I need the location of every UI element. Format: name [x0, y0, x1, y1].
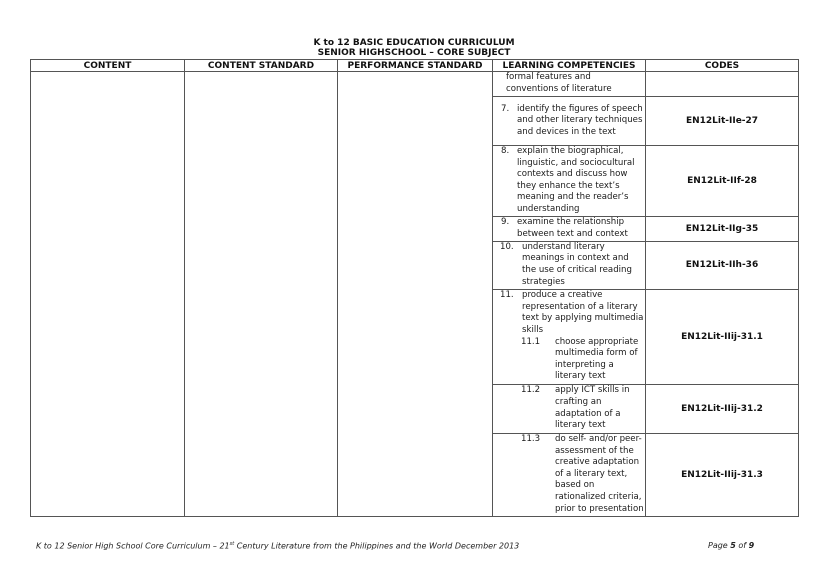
footer-text: Century Literature from the Philippines and the World December 2013: [234, 541, 520, 551]
competency-text: identify the figures of speech and other literary techniques and devices in the text: [517, 103, 643, 137]
competency-number: 8.: [501, 146, 510, 156]
column-header-content-standard: CONTENT STANDARD: [185, 60, 338, 72]
column-header-codes: CODES: [646, 60, 799, 72]
competency-number: 10.: [500, 241, 514, 252]
column-header-learning-competencies: LEARNING COMPETENCIES: [493, 60, 646, 72]
competency-text: formal features and conventions of literature: [506, 72, 612, 94]
competency-text: explain the biographical, linguistic, and sociocultural contexts and discuss how they enhance the text’s meaning and the reader’s understanding: [517, 146, 635, 214]
document-subtitle: SENIOR HIGHSCHOOL – CORE SUBJECT: [317, 48, 511, 58]
code-cell: EN12Lit-IIe-27: [646, 97, 799, 146]
curriculum-table: [30, 59, 799, 517]
column-header-performance-standard: PERFORMANCE STANDARD: [338, 60, 493, 72]
sub-competency-text: choose appropriate multimedia form of interpreting a literary text: [555, 336, 639, 382]
sub-competency-text: do self- and/or peer-assessment of the creative adaptation of a literary text, based on rationalized criteria, prior to presentation: [555, 433, 644, 514]
table-header-row: [31, 60, 799, 72]
code-cell: [646, 72, 799, 97]
footer-text: K to 12 Senior High School Core Curriculum – 21: [36, 541, 230, 551]
column-header-content: CONTENT: [31, 60, 185, 72]
competency-text: produce a creative representation of a literary text by applying multimedia skills: [522, 290, 644, 335]
code-cell: EN12Lit-IIh-36: [646, 241, 799, 289]
code-cell: EN12Lit-IIij-31.3: [646, 433, 799, 516]
performance-standard-cell: [338, 72, 493, 517]
sub-competency-number: 11.2: [521, 385, 541, 396]
competency-cell: [493, 384, 646, 433]
competency-cell: [493, 216, 646, 241]
code-cell: EN12Lit-IIf-28: [646, 146, 799, 217]
code-cell: EN12Lit-IIij-31.1: [646, 289, 799, 384]
competency-number: 7.: [501, 103, 510, 114]
competency-number: 11.: [500, 290, 514, 301]
sub-competency-text: apply ICT skills in crafting an adaptation of a literary text: [555, 385, 630, 431]
competency-text: understand literary meanings in context and the use of critical reading strategies: [522, 241, 632, 287]
competency-cell: [493, 146, 646, 217]
sub-competency-number: 11.1: [521, 336, 541, 347]
competency-text: examine the relationship between text and context: [517, 216, 628, 239]
page-number: [708, 541, 754, 550]
competency-cell: [493, 289, 646, 384]
code-cell: EN12Lit-IIij-31.2: [646, 384, 799, 433]
content-standard-cell: [185, 72, 338, 517]
sub-competency-number: 11.3: [521, 433, 541, 444]
page-label: Page: [708, 541, 731, 550]
table-row: [31, 72, 799, 97]
current-page: 5: [730, 541, 736, 550]
document-title: K to 12 BASIC EDUCATION CURRICULUM: [313, 38, 515, 48]
footer-superscript: st: [229, 541, 235, 547]
code-cell: EN12Lit-IIg-35: [646, 216, 799, 241]
competency-number: 9.: [501, 216, 510, 227]
competency-cell: [493, 72, 646, 97]
competency-cell: [493, 97, 646, 146]
total-pages: 9: [748, 541, 755, 550]
content-cell: [31, 72, 185, 517]
footer-document-info: [36, 541, 519, 551]
competency-cell: [493, 241, 646, 289]
competency-cell: [493, 433, 646, 516]
page-of-label: of: [735, 541, 749, 550]
